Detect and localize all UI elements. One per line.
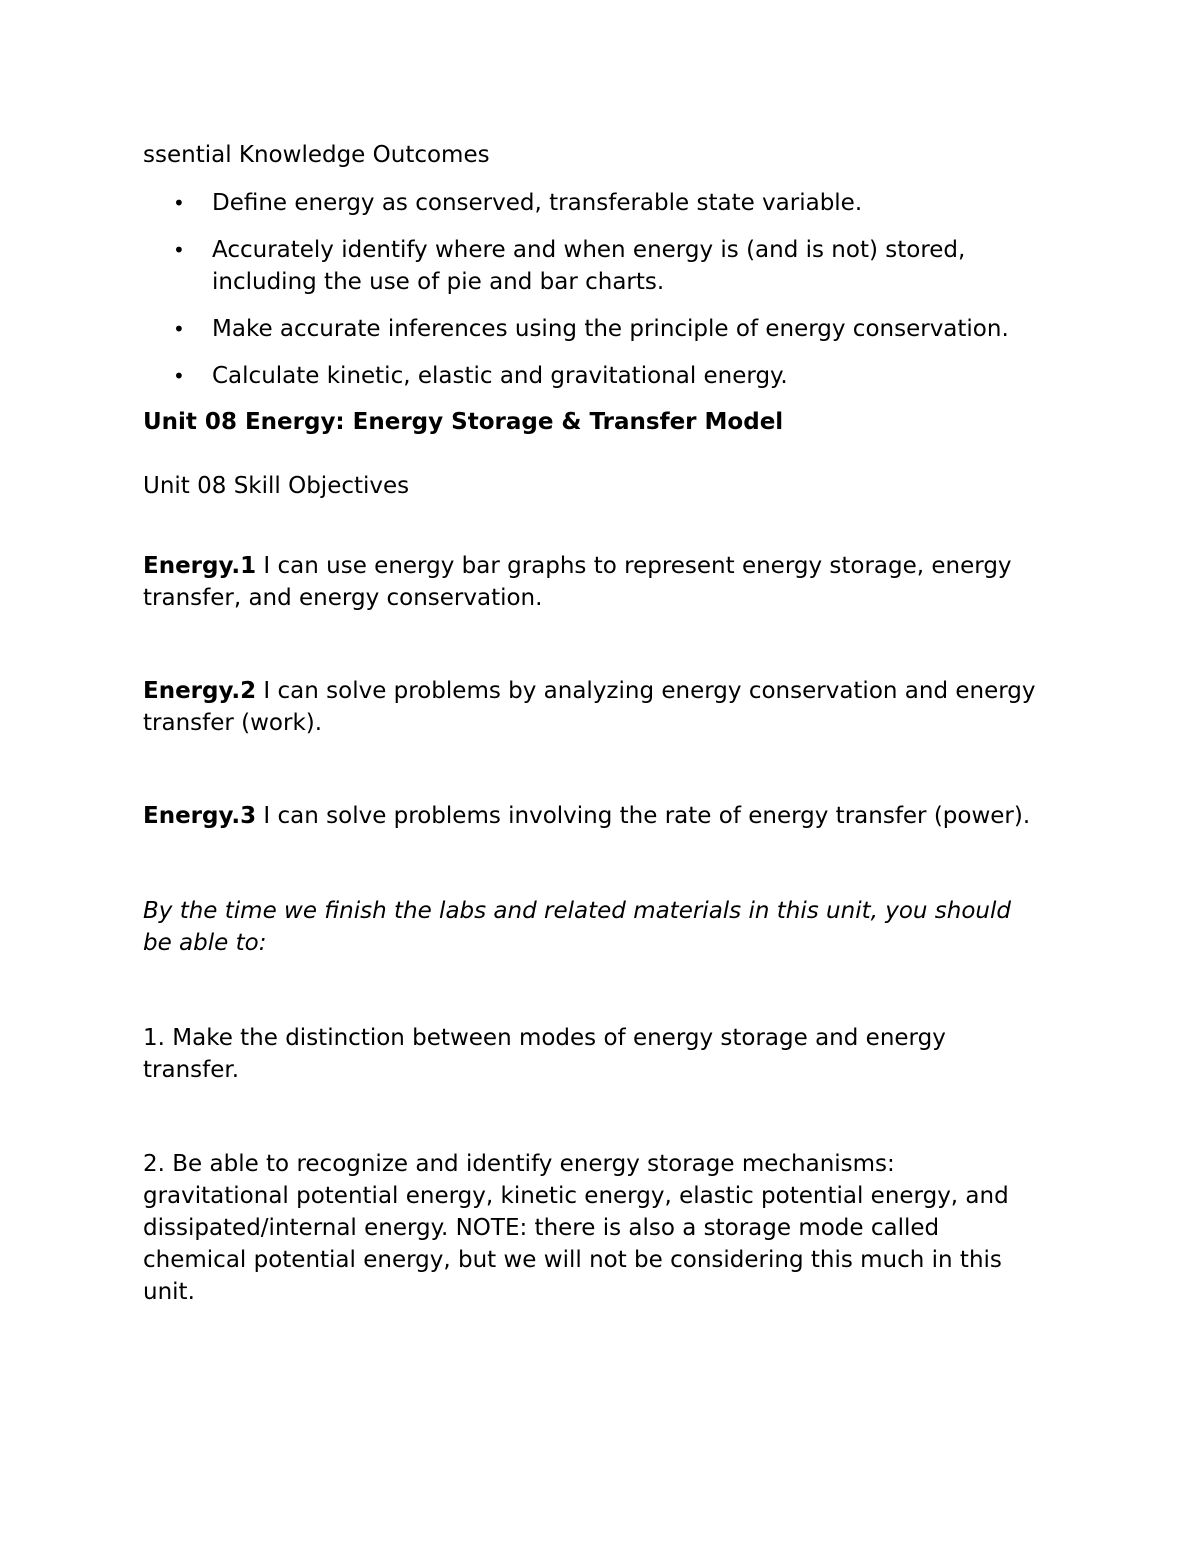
bullet-icon: • [173,317,185,341]
objective-label: Energy.1 [143,553,257,579]
objective-energy-2 [143,675,1073,739]
bullet-icon: • [173,364,185,388]
outcome-text: Calculate kinetic, elastic and gravitational energy. [212,363,788,389]
intro-paragraph: By the time we finish the labs and related materials in this unit, you should be able to: [143,898,1011,956]
list-item [143,234,1073,298]
list-item [143,313,1073,345]
objective-label: Energy.2 [143,678,257,704]
outcome-text: Accurately identify where and when energy is (and is not) stored, including the use of pie and bar charts. [212,237,966,295]
bullet-icon: • [173,191,185,215]
outcome-text: Make accurate inferences using the principle of energy conservation. [212,316,1009,342]
numbered-item-2: 2. Be able to recognize and identify energy storage mechanisms: gravitational potential energy, kinetic energy, elastic potential energy, and dissipated/internal energy. NOTE: there is also a storage mode called chemical potential energy, but we will not be considering this much in this unit. [143,1151,1009,1305]
bullet-icon: • [173,238,185,262]
outcomes-list [143,187,1073,407]
objective-energy-1 [143,550,1073,614]
list-item [143,360,1073,392]
outcomes-heading: ssential Knowledge Outcomes [143,142,490,168]
objective-energy-3 [143,800,1073,832]
unit-title: Unit 08 Energy: Energy Storage & Transfer Model [143,409,784,435]
numbered-item-1: 1. Make the distinction between modes of energy storage and energy transfer. [143,1025,946,1083]
objective-label: Energy.3 [143,803,257,829]
objective-text: I can use energy bar graphs to represent energy storage, energy transfer, and energy conservation. [143,553,1012,611]
objective-text: I can solve problems by analyzing energy conservation and energy transfer (work). [143,678,1036,736]
objective-text: I can solve problems involving the rate of energy transfer (power). [256,803,1031,829]
list-item [143,187,1073,219]
skill-objectives-heading: Unit 08 Skill Objectives [143,473,410,499]
outcome-text: Define energy as conserved, transferable state variable. [212,190,863,216]
